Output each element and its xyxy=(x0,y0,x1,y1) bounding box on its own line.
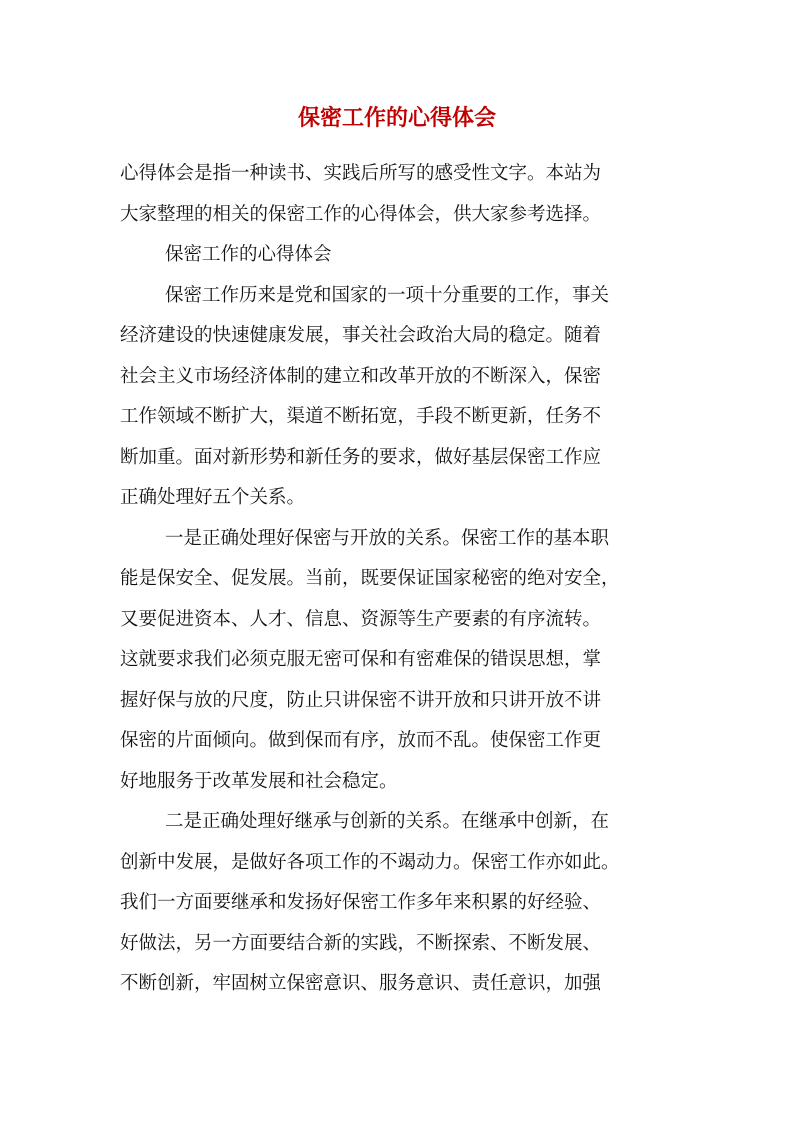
paragraph-line: 握好保与放的尺度，防止只讲保密不讲开放和只讲开放不讲 xyxy=(120,689,602,711)
paragraph-line: 工作领域不断扩大，渠道不断拓宽，手段不断更新，任务不 xyxy=(120,406,602,427)
paragraph-line: 能是保安全、促发展。当前，既要保证国家秘密的绝对安全， xyxy=(120,568,620,589)
document-title: 保密工作的心得体会 xyxy=(297,105,496,131)
paragraph-line: 创新中发展，是做好各项工作的不竭动力。保密工作亦如此。 xyxy=(120,851,620,873)
paragraph-line: 好做法，另一方面要结合新的实践，不断探索、不断发展、 xyxy=(120,932,602,954)
paragraph-line: 保密的片面倾向。做到保而有序，放而不乱。使保密工作更 xyxy=(120,730,602,751)
paragraph-line: 正确处理好五个关系。 xyxy=(120,487,306,508)
paragraph-line: 又要促进资本、人才、信息、资源等生产要素的有序流转。 xyxy=(120,608,602,630)
document-body xyxy=(120,154,682,1005)
paragraph-line: 断加重。面对新形势和新任务的要求，做好基层保密工作应 xyxy=(120,446,602,468)
paragraph-line: 大家整理的相关的保密工作的心得体会，供大家参考选择。 xyxy=(120,203,602,225)
section-heading: 保密工作的心得体会 xyxy=(165,244,332,265)
paragraph-line: 经济建设的快速健康发展，事关社会政治大局的稳定。随着 xyxy=(120,325,602,346)
paragraph-line: 好地服务于改革发展和社会稳定。 xyxy=(120,770,398,792)
paragraph-line: 心得体会是指一种读书、实践后所写的感受性文字。本站为 xyxy=(120,163,602,184)
paragraph-line: 不断创新，牢固树立保密意识、服务意识、责任意识，加强 xyxy=(120,973,602,994)
paragraph-line: 保密工作历来是党和国家的一项十分重要的工作，事关 xyxy=(165,284,610,306)
paragraph-line: 我们一方面要继承和发扬好保密工作多年来积累的好经验、 xyxy=(120,892,602,913)
paragraph-line: 社会主义市场经济体制的建立和改革开放的不断深入，保密 xyxy=(120,365,602,387)
paragraph-line: 这就要求我们必须克服无密可保和有密难保的错误思想，掌 xyxy=(120,649,602,670)
paragraph-line: 二是正确处理好继承与创新的关系。在继承中创新，在 xyxy=(165,811,610,832)
paragraph-line: 一是正确处理好保密与开放的关系。保密工作的基本职 xyxy=(165,527,610,549)
